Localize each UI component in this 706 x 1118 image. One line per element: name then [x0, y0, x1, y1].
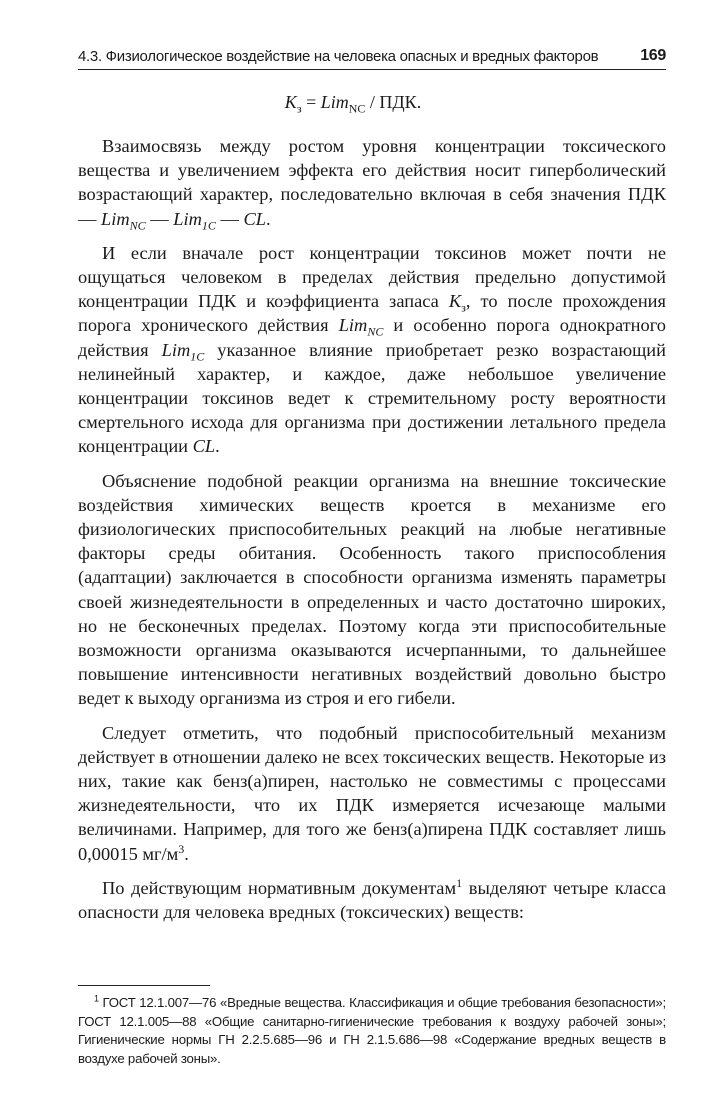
paragraph-2 — [78, 241, 666, 459]
paragraph-5-text-a: По действующим нормативным документам — [102, 877, 457, 898]
header-title: 4.3. Физиологическое воздействие на человека опасных и вредных факторов — [78, 48, 599, 65]
lim-nc-subscript: NC — [129, 218, 146, 233]
lim-nc-subscript: NC — [367, 325, 384, 340]
paragraph-5-text-b: выделяют четыре класса опасности для человека вредных (токсических) веществ: — [78, 877, 666, 923]
body-text — [78, 134, 666, 934]
k-subscript: з — [461, 300, 466, 315]
dash: — — [215, 208, 244, 229]
paragraph-2-text-b: , то после прохождения порога хронического действия — [78, 291, 666, 336]
formula-k: K — [284, 92, 297, 112]
period: . — [215, 436, 220, 457]
lim-1c: Lim — [161, 339, 191, 360]
period: . — [265, 208, 271, 229]
dash: — — [145, 208, 174, 229]
formula-equals: = — [301, 92, 321, 112]
k-term: K — [448, 291, 462, 312]
paragraph-2-text-c: и особенно порога однократного действия — [78, 315, 666, 360]
safety-factor-formula — [0, 92, 706, 117]
lim-1c: Lim — [173, 208, 202, 229]
cl-term: CL — [243, 208, 266, 229]
formula-lim-subscript: NC — [348, 101, 366, 116]
footnote-text: ГОСТ 12.1.007—76 «Вредные вещества. Классификация и общие требования безопасности»; ГОСТ 12.1.005—88 «Общие санитарно-гигиенические требования к воздуху рабочей зоны»; Гигиенические нормы ГН 2.2.5.685—96 и ГН 2.1.5.686—98 «Содержание вредных веществ в воздухе рабочей зоны». — [78, 995, 666, 1066]
page-number: 169 — [640, 47, 666, 64]
paragraph-5 — [78, 876, 666, 924]
formula-k-subscript: з — [296, 101, 302, 116]
lim-1c-subscript: 1C — [190, 349, 205, 364]
paragraph-2-text-d: указанное влияние приобретает резко возрастающий нелинейный характер, и каждое, даже небольшое увеличение концентрации токсинов ведет к стремительному росту вероятности смертельного исхода для организма при достижении летального предела концентрации — [78, 339, 666, 457]
footnote — [78, 994, 666, 1068]
footnote-reference: 1 — [456, 875, 463, 890]
footnote-mark: 1 — [94, 993, 99, 1004]
paragraph-3: Объяснение подобной реакции организма на внешние токсические воздействия химических веществ кроется в механизме его физиологических приспособительных реакций на любые негативные факторы среды обитания. Особенность такого приспособления (адаптации) заключается в способности организма изменять параметры своей жизнедеятельности в определенных и часто достаточно широких, но не бесконечных пределах. Поэтому когда эти приспособительные возможности организма оказываются исчерпанными, то дальнейшее повышение интенсивности негативных воздействий довольно быстро ведет к выходу организма из строя и его гибели. — [78, 470, 666, 709]
paragraph-1-text: Взаимосвязь между ростом уровня концентрации токсического вещества и увеличением эффекта его действия носит гиперболический возрастающий характер, последовательно включая в себя значения ПДК — — [78, 136, 666, 229]
running-header — [78, 42, 666, 70]
formula-lim: Lim — [320, 92, 349, 112]
lim-nc: Lim — [101, 208, 130, 229]
period: . — [184, 843, 189, 864]
lim-1c-subscript: 1C — [201, 218, 216, 233]
cl-term: CL — [192, 436, 216, 457]
paragraph-2-text-a: И если вначале рост концентрации токсинов может почти не ощущаться человеком в пределах действия предельно допустимой концентрации ПДК и коэффициента запаса — [78, 242, 666, 312]
lim-nc: Lim — [338, 315, 368, 336]
footnote-divider — [78, 985, 210, 986]
paragraph-1 — [78, 134, 666, 231]
formula-rest: / ПДК. — [365, 92, 422, 112]
cubic-superscript: 3 — [178, 841, 185, 856]
paragraph-4 — [78, 721, 666, 866]
paragraph-4-text: Следует отметить, что подобный приспособительный механизм действует в отношении далеко не всех токсических веществ. Некоторые из них, такие как бенз(а)пирен, настолько не совместимы с процессами жизнедеятельности, что их ПДК измеряется исчезающе малыми величинами. Например, для того же бенз(а)пирена ПДК составляет лишь 0,00015 мг/м — [78, 722, 666, 864]
